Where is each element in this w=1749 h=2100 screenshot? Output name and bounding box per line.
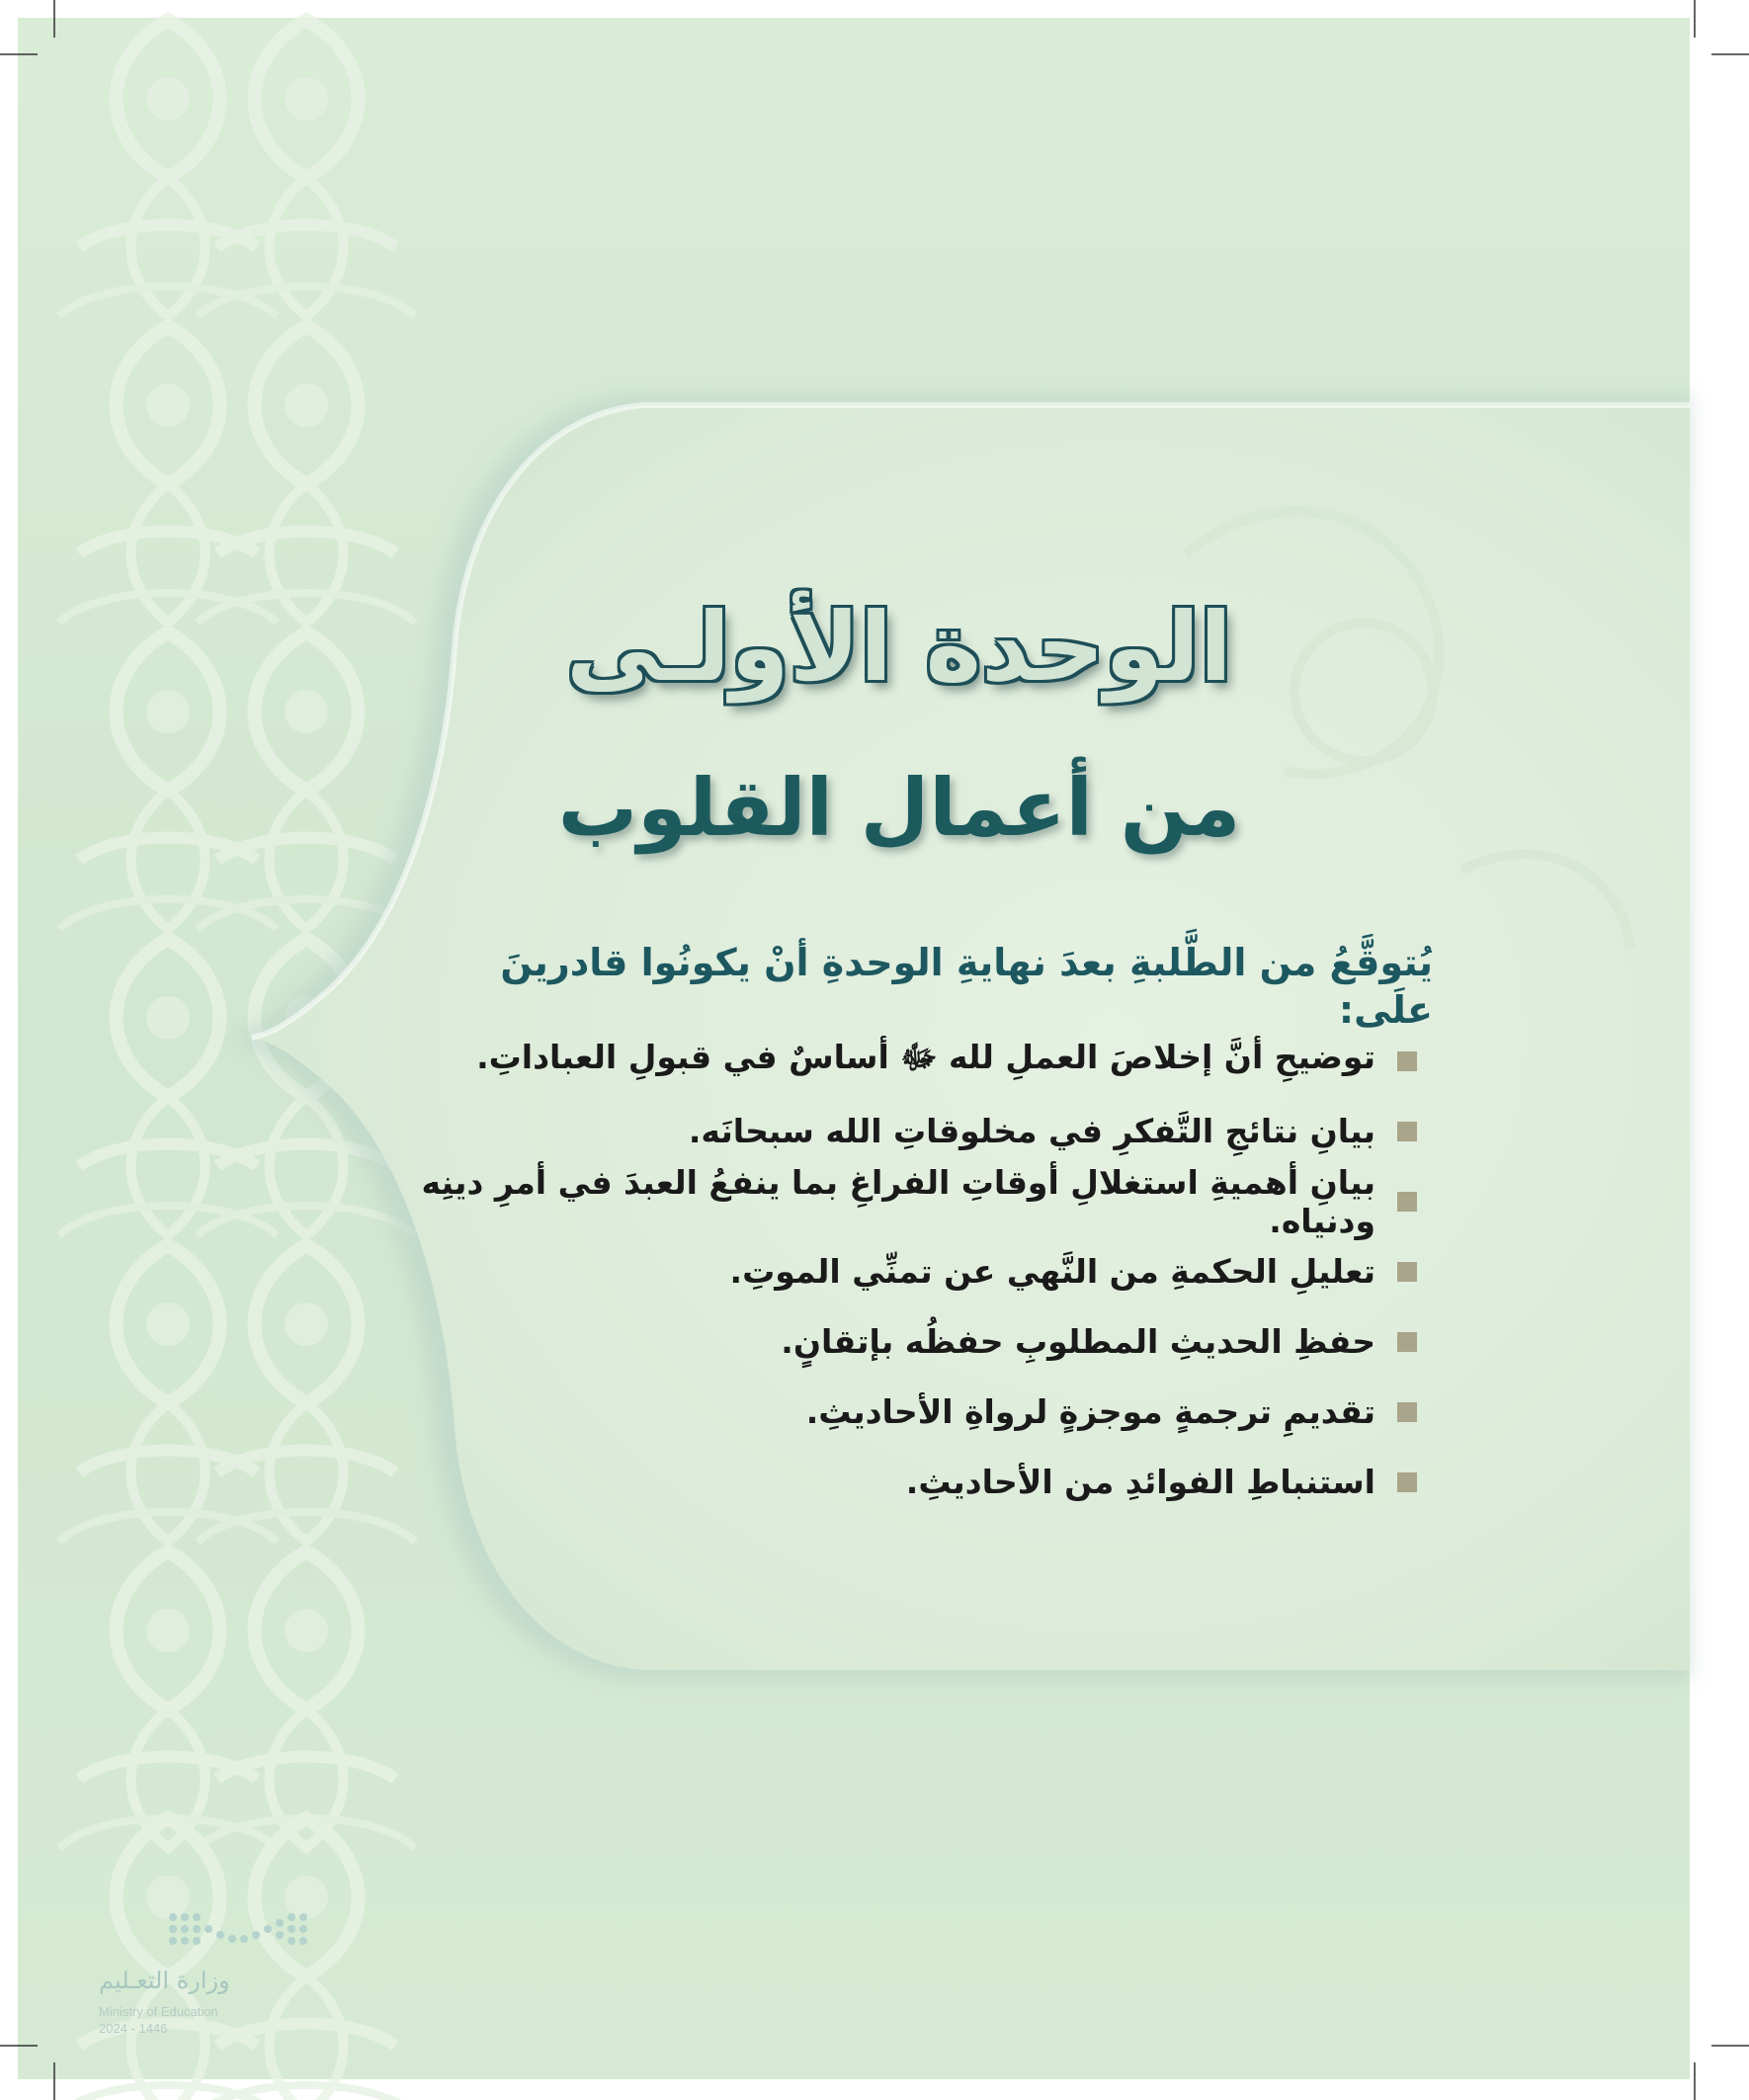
ministry-name-ar: وزارة التعـليم: [99, 1967, 230, 1994]
objective-text: حفظِ الحديثِ المطلوبِ حفظُه بإتقانٍ.: [781, 1322, 1375, 1361]
objective-text: تقديمِ ترجمةٍ موجزةٍ لرواةِ الأحاديثِ.: [805, 1392, 1375, 1431]
objective-text: استنباطِ الفوائدِ من الأحاديثِ.: [905, 1463, 1375, 1501]
objective-text: توضيحِ أنَّ إخلاصَ العملِ لله ﷻ أساسٌ في قبولِ العباداتِ.: [476, 1037, 1375, 1076]
edition-year: 2024 - 1446: [99, 2021, 168, 2036]
objective-text: تعليلِ الحكمةِ من النَّهي عن تمنِّي الموتِ.: [729, 1252, 1375, 1291]
unit-title: الوحدة الأولـى: [566, 592, 1232, 703]
objectives-intro: يُتوقَّعُ من الطَّلبةِ بعدَ نهايةِ الوحدةِ أنْ يكونُوا قادرينَ علَى:: [500, 941, 1433, 1032]
objective-text: بيانِ أهميةِ استغلالِ أوقاتِ الفراغِ بما ينفعُ العبدَ في أمرِ دينِه ودنياه.: [421, 1162, 1375, 1240]
unit-subtitle: من أعمال القلوب: [557, 762, 1241, 854]
ministry-name-en: Ministry of Education: [99, 2004, 218, 2019]
objective-text: بيانِ نتائجِ التَّفكرِ في مخلوقاتِ الله سبحانَه.: [688, 1112, 1375, 1150]
